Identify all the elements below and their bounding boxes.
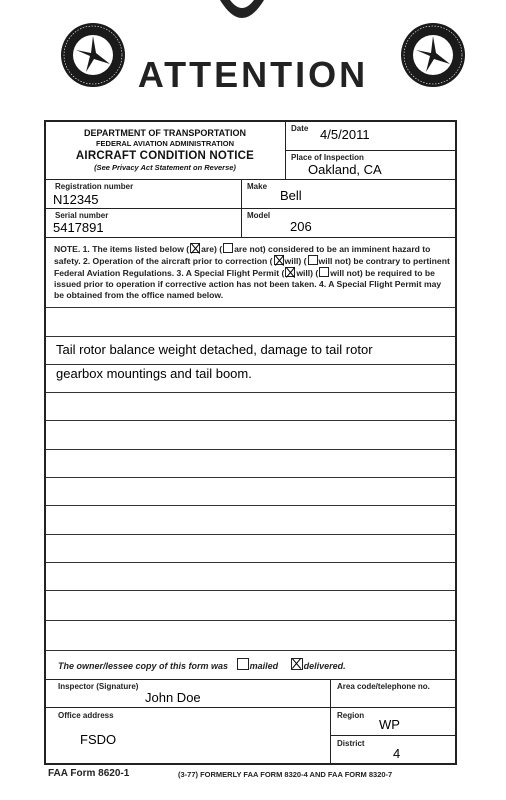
rule-line: [46, 590, 455, 591]
rule-line: [46, 477, 455, 478]
will-not-checkbox[interactable]: [308, 255, 318, 265]
notice-title: AIRCRAFT CONDITION NOTICE: [75, 150, 255, 162]
are-checkbox[interactable]: [190, 243, 200, 253]
serial-field[interactable]: [46, 209, 242, 238]
office-label: Office address: [58, 711, 114, 720]
form-number: FAA Form 8620-1: [48, 768, 130, 779]
department-name: DEPARTMENT OF TRANSPORTATION: [84, 128, 246, 138]
privacy-note: (See Privacy Act Statement on Reverse): [94, 163, 236, 172]
permit-will-not-checkbox[interactable]: [319, 267, 329, 277]
mailed-checkbox[interactable]: [237, 658, 249, 670]
registration-label: Registration number: [55, 182, 134, 191]
rule-line: [46, 364, 455, 365]
serial-label: Serial number: [55, 211, 109, 220]
make-field[interactable]: [242, 180, 455, 209]
mailed-label: mailed: [249, 661, 279, 671]
permit-will-checkbox[interactable]: [285, 267, 295, 277]
condition-notice-form: [44, 120, 457, 765]
place-label: Place of Inspection: [291, 153, 364, 162]
inspector-label: Inspector (Signature): [58, 682, 139, 691]
note-opt-are-not: are not) considered to be an imminent hazard to safety. 2. Operation of the aircraft prior to correction (: [54, 244, 431, 266]
phone-label: Area code/telephone no.: [337, 682, 430, 691]
district-field[interactable]: [331, 736, 455, 765]
rule-line: [46, 307, 455, 308]
make-value: Bell: [280, 188, 302, 203]
delivery-text: The owner/lessee copy of this form was: [58, 661, 229, 671]
region-label: Region: [337, 711, 365, 720]
note-paragraph: NOTE. 1. The items listed below ( are) ( are not) considered to be an imminent hazard to safety. 2. Operation of the aircraft prior to correction ( will) ( will not) be contrary to pertinent Federal Aviation Regulations. 3. A Special Flight Permit ( will) ( will not) be required to be issued prior to operation if corrective action has not been taken. 4. A Special Flight Permit may be obtained from the office named below.: [54, 244, 450, 300]
region-value: WP: [379, 717, 400, 732]
agency-header: [46, 122, 286, 180]
place-value: Oakland, CA: [308, 162, 382, 177]
formerly-note: (3-77) FORMERLY FAA FORM 8320-4 AND FAA FORM 8320-7: [178, 770, 393, 779]
note-part-1: NOTE. 1. The items listed below (: [54, 244, 190, 254]
inspector-field[interactable]: [46, 680, 331, 708]
administration-name: FEDERAL AVIATION ADMINISTRATION: [95, 139, 235, 148]
district-value: 4: [393, 746, 401, 761]
note-opt-will-not: will not) be contrary to pertinent Federal Aviation Regulations. 3. A Special Flight Permit (: [54, 256, 450, 278]
rule-line: [46, 620, 455, 621]
model-value: 206: [290, 219, 312, 234]
office-field[interactable]: [46, 708, 331, 765]
note-opt-will-not-2: will not) be required to be issued prior to operation if corrective action has not been taken.: [54, 268, 435, 289]
rule-line: [46, 392, 455, 393]
are-not-checkbox[interactable]: [223, 243, 233, 253]
model-field[interactable]: [242, 209, 455, 238]
make-label: Make: [247, 182, 268, 191]
page-title: ATTENTION: [137, 54, 369, 95]
date-value: 4/5/2011: [320, 127, 370, 142]
note-opt-are: are): [201, 244, 217, 254]
tag-hole-icon: [218, 0, 266, 26]
will-checkbox[interactable]: [274, 255, 284, 265]
phone-field[interactable]: [331, 680, 455, 708]
note-opt-will-2: will): [296, 268, 314, 278]
delivered-label: delivered.: [303, 661, 346, 671]
district-label: District: [337, 739, 365, 748]
date-label: Date: [291, 124, 309, 133]
serial-value: 5417891: [53, 220, 104, 235]
rule-line: [46, 449, 455, 450]
region-field[interactable]: [331, 708, 455, 736]
note-part-4: 4. A Special Flight Permit may be obtained from the office named below.: [54, 279, 442, 300]
date-field[interactable]: [286, 122, 455, 151]
rule-line: [46, 420, 455, 421]
rule-line: [46, 650, 455, 651]
rule-line: [46, 562, 455, 563]
registration-value: N12345: [53, 192, 99, 207]
rule-line: [46, 534, 455, 535]
delivery-row: [58, 658, 453, 671]
remarks-line-2: gearbox mountings and tail boom.: [56, 366, 252, 381]
delivered-checkbox[interactable]: [291, 658, 303, 670]
place-field[interactable]: [286, 151, 455, 180]
registration-field[interactable]: [46, 180, 242, 209]
rule-line: [46, 505, 455, 506]
office-value: FSDO: [80, 732, 117, 747]
note-opt-will: will): [284, 256, 302, 266]
remarks-line-1: Tail rotor balance weight detached, damage to tail rotor: [56, 342, 373, 357]
rule-line: [46, 336, 455, 337]
model-label: Model: [247, 211, 271, 220]
inspector-value: John Doe: [145, 690, 201, 705]
